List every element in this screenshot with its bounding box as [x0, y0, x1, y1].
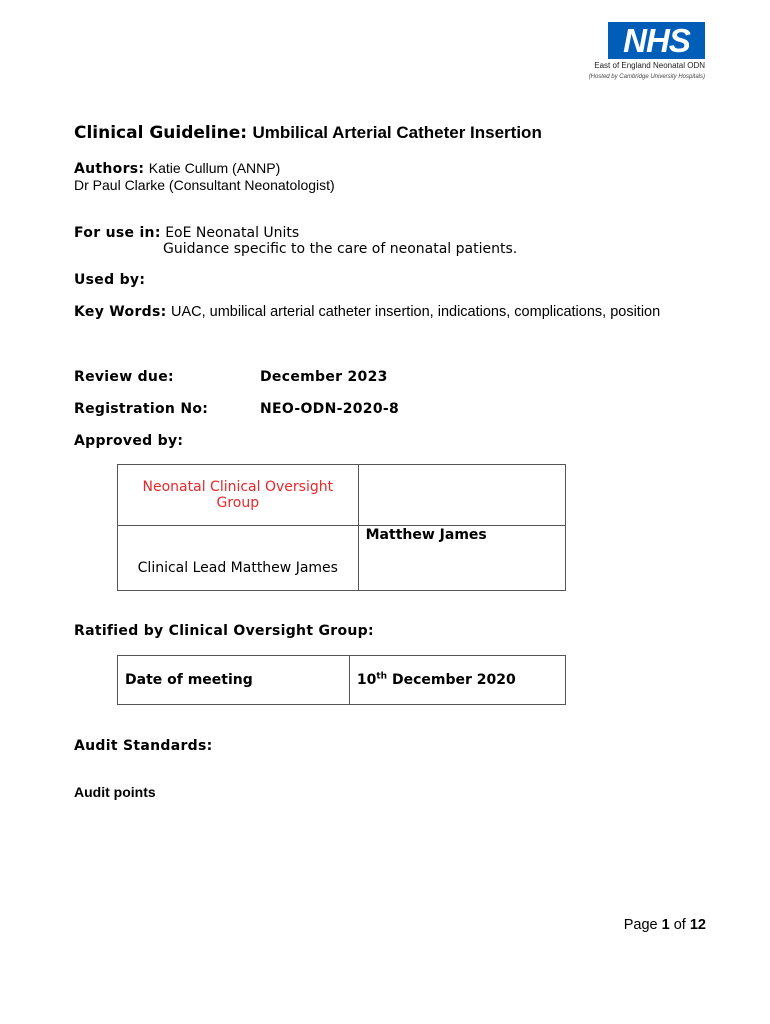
key-words-line — [74, 304, 660, 320]
nhs-logo: NHS — [608, 22, 705, 59]
used-by-label: Used by: — [74, 272, 146, 288]
author-1: Katie Cullum (ANNP) — [148, 160, 281, 176]
approved-by-label: Approved by: — [74, 433, 184, 449]
authors-label: Authors: — [74, 161, 145, 177]
approval-group: Neonatal Clinical Oversight Group — [118, 465, 359, 526]
approval-lead-name: Matthew James — [358, 526, 565, 591]
for-use-in-line — [74, 225, 299, 241]
title-label: Clinical Guideline: — [74, 123, 248, 143]
for-use-in-value-1: EoE Neonatal Units — [165, 225, 300, 241]
title-value: Umbilical Arterial Catheter Insertion — [252, 123, 542, 142]
ratified-table — [117, 655, 566, 705]
org-tagline: (Hosted by Cambridge University Hospitals) — [588, 74, 705, 80]
key-words-value: UAC, umbilical arterial catheter insertion, indications, complications, position — [170, 304, 661, 320]
audit-standards-label: Audit Standards: — [74, 738, 213, 754]
registration-label: Registration No: — [74, 401, 209, 417]
authors-line — [74, 160, 280, 177]
page-number: Page 1 of 12 — [623, 917, 706, 933]
review-due-value: December 2023 — [260, 369, 388, 385]
meeting-date-label: Date of meeting — [118, 656, 350, 705]
ratified-label: Ratified by Clinical Oversight Group: — [74, 623, 374, 639]
for-use-in-value-2: Guidance specific to the care of neonatal patients. — [163, 241, 518, 257]
page-title — [74, 123, 542, 143]
author-2: Dr Paul Clarke (Consultant Neonatologist) — [74, 177, 335, 193]
org-name: East of England Neonatal ODN — [594, 61, 705, 70]
registration-value: NEO-ODN-2020-8 — [260, 401, 400, 417]
approval-lead-role: Clinical Lead Matthew James — [118, 526, 359, 591]
approval-empty-cell — [358, 465, 565, 526]
review-due-label: Review due: — [74, 369, 174, 385]
approval-table — [117, 464, 566, 591]
audit-points-label: Audit points — [74, 784, 156, 800]
for-use-in-label: For use in: — [74, 225, 161, 241]
meeting-date-value: 10th December 2020 — [349, 656, 565, 705]
key-words-label: Key Words: — [74, 304, 167, 320]
